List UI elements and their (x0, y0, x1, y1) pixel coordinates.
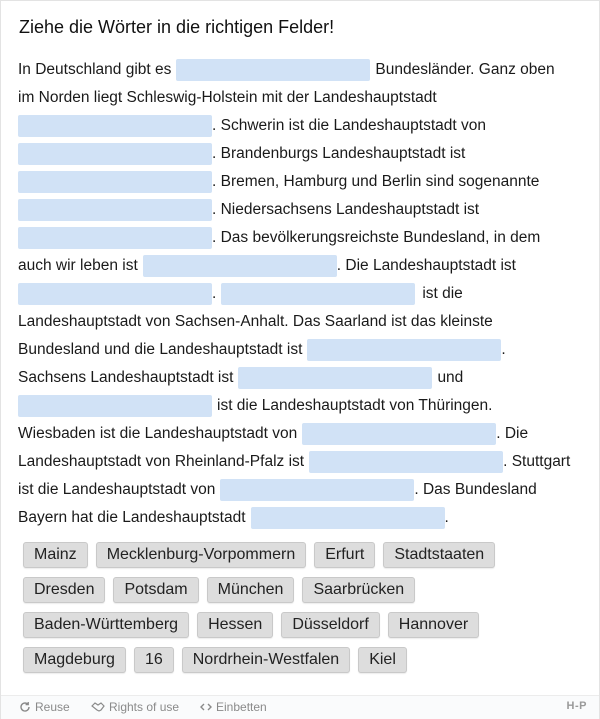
text-segment: . Niedersachsens Landeshauptstadt ist (212, 201, 480, 218)
text-line (18, 311, 493, 333)
text-segment: . (212, 285, 217, 302)
text-line (18, 283, 463, 305)
text-segment: . Stuttgart (503, 453, 571, 470)
word-row (23, 577, 583, 603)
text-line (18, 451, 570, 473)
text-line (18, 115, 486, 137)
reuse-icon (19, 701, 31, 713)
draggable-word[interactable]: Hannover (388, 612, 479, 638)
draggable-word[interactable]: Potsdam (113, 577, 198, 603)
draggable-word[interactable]: Kiel (358, 647, 407, 673)
drop-zone[interactable] (302, 423, 496, 445)
text-segment: Bundesländer. Ganz oben (375, 61, 555, 78)
drop-zone[interactable] (221, 283, 415, 305)
text-segment: Landeshauptstadt von Sachsen-Anhalt. Das Saarland ist das kleinste (18, 313, 493, 330)
drop-zone[interactable] (176, 59, 370, 81)
drop-zone[interactable] (18, 283, 212, 305)
text-line (18, 507, 449, 529)
text-line (18, 395, 492, 417)
text-segment: . Die Landeshauptstadt ist (336, 257, 516, 274)
draggable-word[interactable]: Saarbrücken (302, 577, 415, 603)
text-segment: Wiesbaden ist die Landeshauptstadt von (18, 425, 298, 442)
draggable-word[interactable]: Stadtstaaten (383, 542, 495, 568)
reuse-label: Reuse (35, 700, 70, 714)
drop-zone[interactable] (18, 115, 212, 137)
handshake-icon (91, 701, 105, 713)
text-line (18, 367, 463, 389)
drop-zone[interactable] (251, 507, 445, 529)
task-title: Ziehe die Wörter in die richtigen Felder! (19, 17, 335, 37)
text-line (18, 171, 539, 193)
cloze-text (1, 1, 600, 541)
text-segment: ist die (422, 285, 463, 302)
text-segment: ist die Landeshauptstadt von Thüringen. (217, 397, 493, 414)
text-segment: ist die Landeshauptstadt von (18, 481, 216, 498)
drop-zone[interactable] (18, 143, 212, 165)
word-row (23, 647, 583, 673)
draggable-word[interactable]: München (207, 577, 295, 603)
text-segment: . (501, 341, 506, 358)
text-line (18, 423, 528, 445)
text-line (18, 87, 437, 109)
text-segment: . Brandenburgs Landeshauptstadt ist (212, 145, 466, 162)
rights-of-use-label: Rights of use (109, 700, 180, 714)
text-segment: . Das bevölkerungsreichste Bundesland, in dem (212, 229, 541, 246)
text-line (18, 143, 465, 165)
draggable-word[interactable]: Nordrhein-Westfalen (182, 647, 350, 673)
draggable-word[interactable]: Hessen (197, 612, 273, 638)
text-line (18, 339, 506, 361)
drop-zone[interactable] (309, 451, 503, 473)
text-line (18, 479, 537, 501)
code-icon (200, 701, 212, 713)
word-row (23, 542, 583, 568)
word-bank (23, 542, 583, 682)
draggable-word[interactable]: Mecklenburg-Vorpommern (96, 542, 307, 568)
embed-button[interactable] (200, 700, 267, 714)
text-segment: . Schwerin ist die Landeshauptstadt von (212, 117, 487, 134)
draggable-word[interactable]: Mainz (23, 542, 88, 568)
draggable-word[interactable]: Erfurt (314, 542, 375, 568)
text-segment: In Deutschland gibt es (18, 61, 172, 78)
text-segment: . Die (496, 425, 529, 442)
drop-zone[interactable] (143, 255, 337, 277)
drop-zone[interactable] (220, 479, 414, 501)
draggable-word[interactable]: Baden-Württemberg (23, 612, 189, 638)
text-line (18, 255, 516, 277)
h5p-footer (1, 695, 599, 719)
draggable-word[interactable]: Magdeburg (23, 647, 126, 673)
embed-label: Einbetten (216, 700, 267, 714)
text-segment: . (444, 509, 449, 526)
h5p-logo[interactable]: H-P (566, 700, 587, 712)
drop-zone[interactable] (18, 227, 212, 249)
reuse-button[interactable] (19, 700, 70, 714)
drop-zone[interactable] (18, 395, 212, 417)
rights-of-use-button[interactable] (91, 700, 179, 714)
text-segment: Sachsens Landeshauptstadt ist (18, 369, 234, 386)
text-segment: Landeshauptstadt von Rheinland-Pfalz ist (18, 453, 305, 470)
text-segment: und (437, 369, 464, 386)
draggable-word[interactable]: 16 (134, 647, 174, 673)
text-line (18, 199, 479, 221)
draggable-word[interactable]: Dresden (23, 577, 105, 603)
drop-zone[interactable] (238, 367, 432, 389)
text-segment: Bundesland und die Landeshauptstadt ist (18, 341, 303, 358)
drop-zone[interactable] (18, 199, 212, 221)
text-segment: . Bremen, Hamburg und Berlin sind sogenannte (212, 173, 540, 190)
text-segment: auch wir leben ist (18, 257, 138, 274)
text-segment: im Norden liegt Schleswig-Holstein mit der Landeshauptstadt (18, 89, 437, 106)
draggable-word[interactable]: Düsseldorf (281, 612, 379, 638)
text-segment: . Das Bundesland (414, 481, 537, 498)
text-segment: Bayern hat die Landeshauptstadt (18, 509, 246, 526)
text-line (18, 59, 555, 81)
drop-zone[interactable] (18, 171, 212, 193)
drop-zone[interactable] (307, 339, 501, 361)
text-line (18, 227, 540, 249)
word-row (23, 612, 583, 638)
